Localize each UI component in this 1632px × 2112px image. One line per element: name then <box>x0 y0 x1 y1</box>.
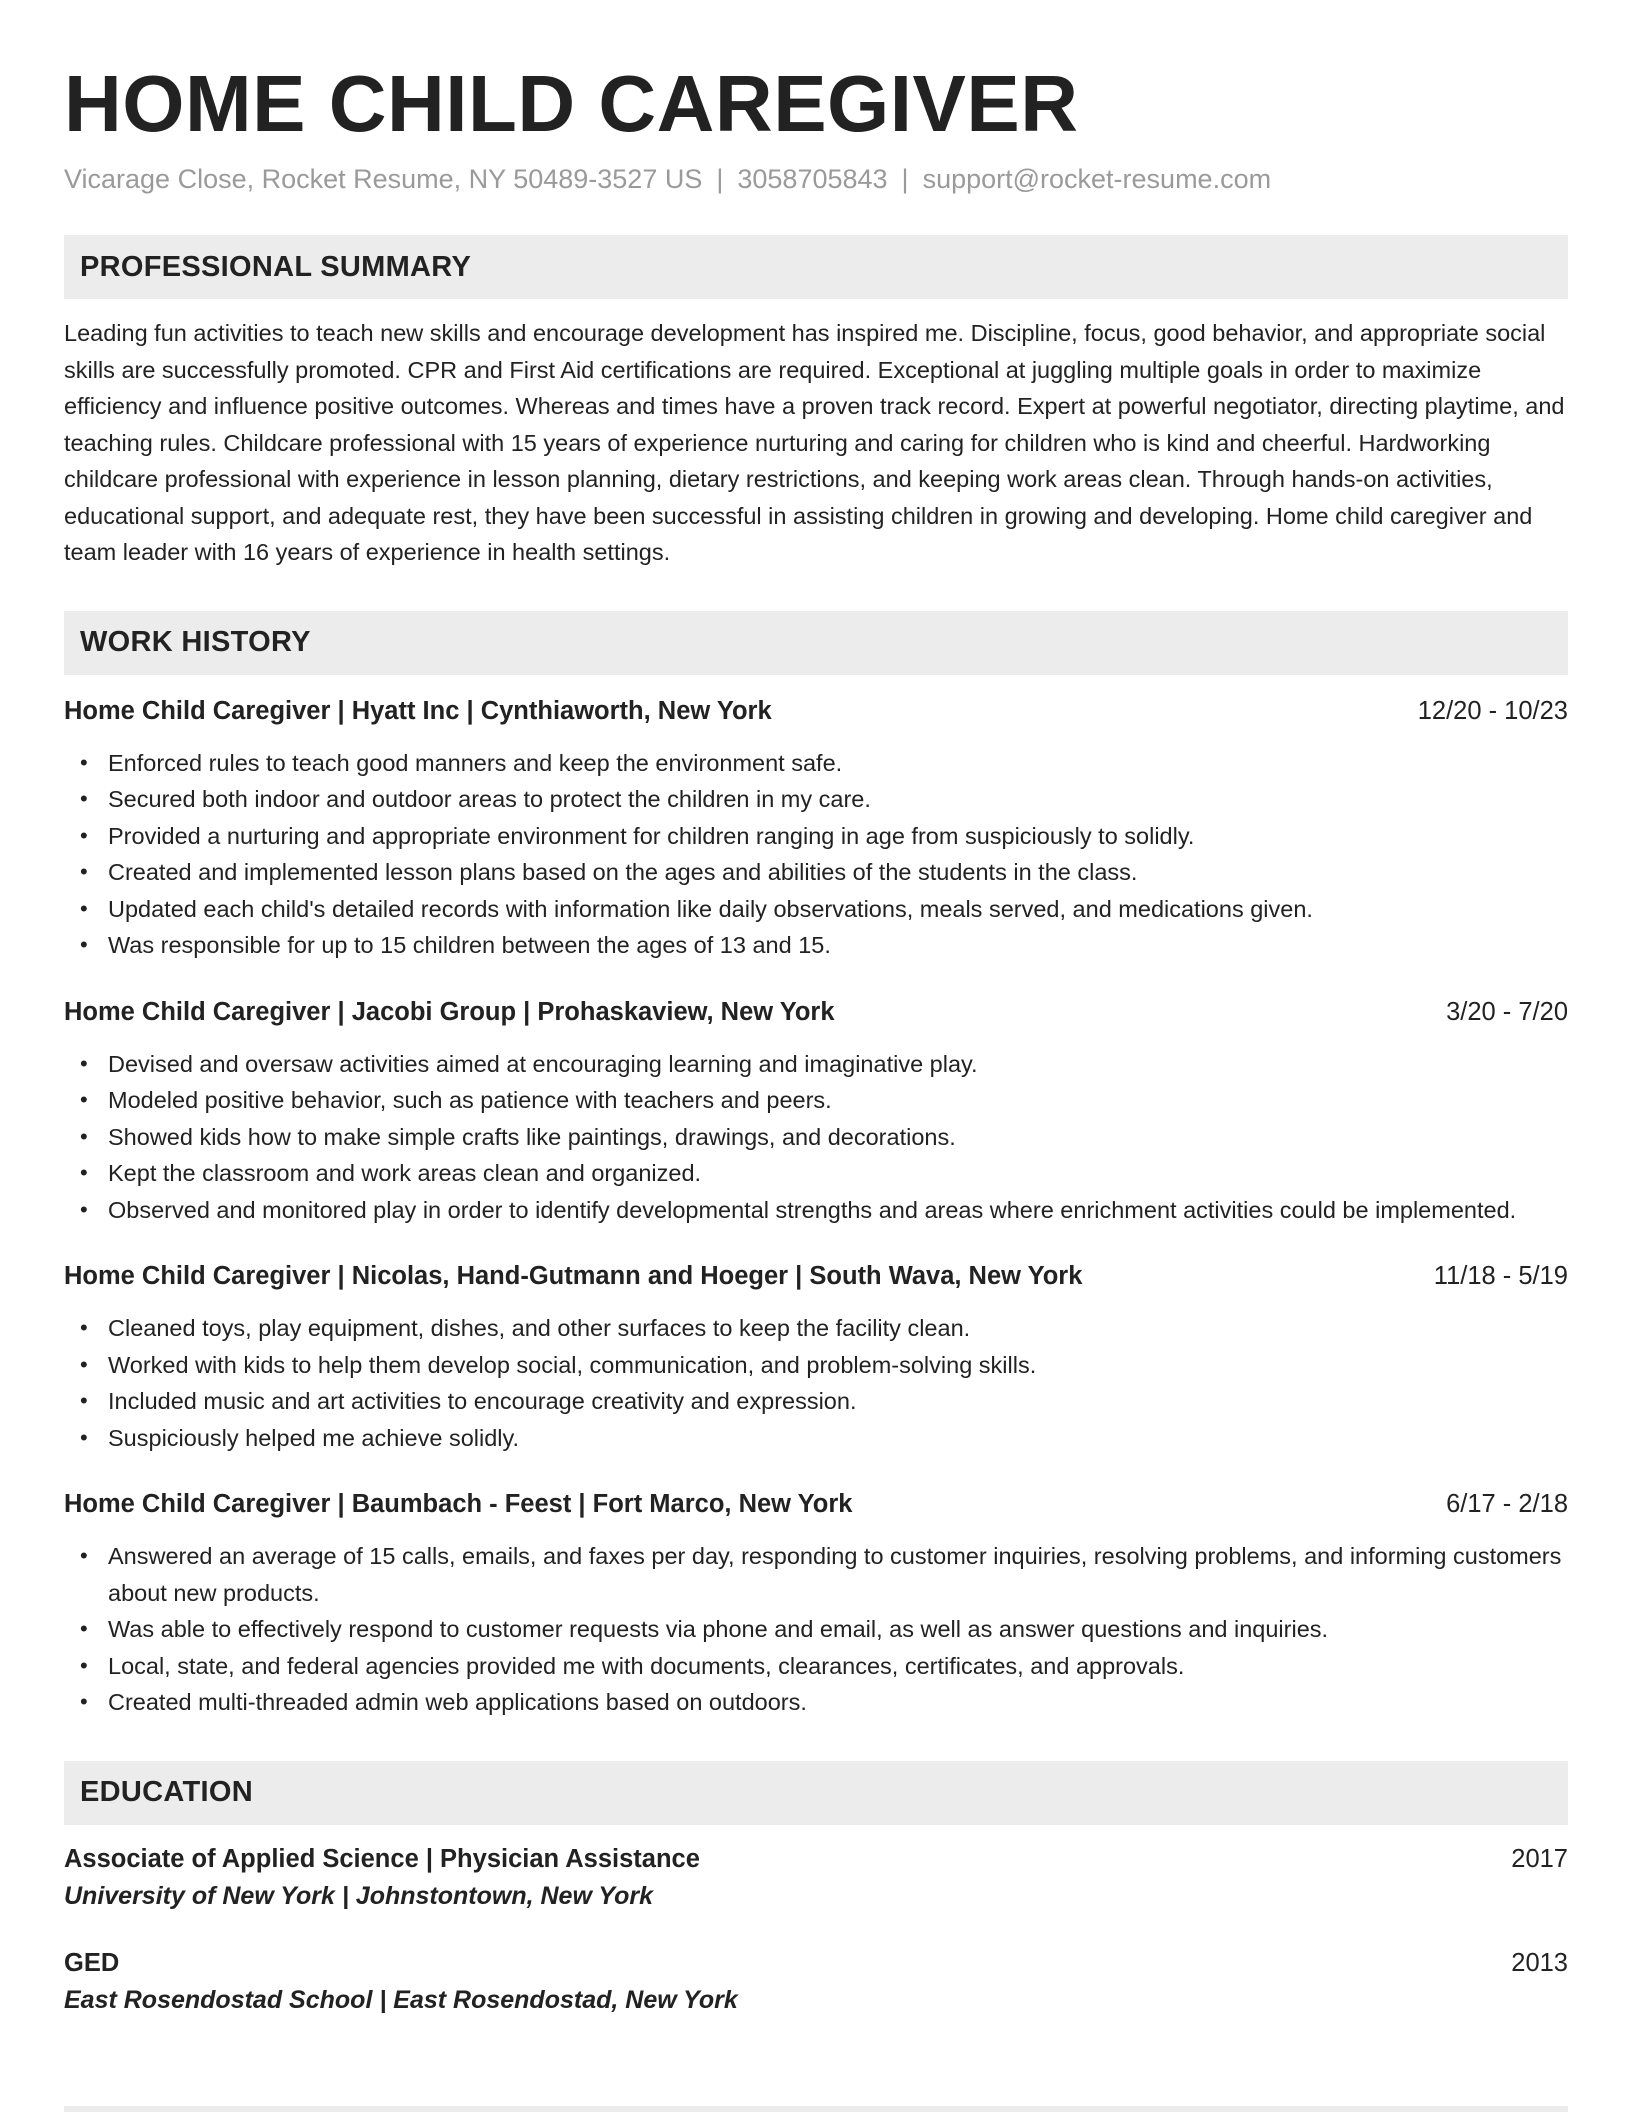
education-header <box>64 1945 1568 1981</box>
job-header <box>64 1486 1568 1522</box>
job-dates: 11/18 - 5/19 <box>1433 1262 1568 1290</box>
job-bullet <box>64 781 1568 818</box>
job-entry <box>64 994 1568 1229</box>
education-degree: Associate of Applied Science | Physician Assistance <box>64 1844 700 1873</box>
job-bullet-text: Was able to effectively respond to customer requests via phone and email, as well as answer questions and inquiries. <box>108 1616 1329 1642</box>
education-list <box>64 1841 1568 2019</box>
job-bullet <box>64 927 1568 964</box>
job-bullet <box>64 818 1568 855</box>
bullet-dot-icon: • <box>80 1652 88 1678</box>
job-bullet-list <box>64 745 1568 964</box>
job-entry <box>64 1258 1568 1456</box>
job-title: Home Child Caregiver | Jacobi Group | Prohaskaview, New York <box>64 997 835 1026</box>
education-year: 2013 <box>1511 1948 1568 1977</box>
job-dates: 6/17 - 2/18 <box>1446 1490 1568 1518</box>
bullet-dot-icon: • <box>80 1160 88 1185</box>
education-year: 2017 <box>1511 1844 1568 1873</box>
bullet-dot-icon: • <box>80 1196 88 1222</box>
job-bullet-text: Suspiciously helped me achieve solidly. <box>108 1424 520 1451</box>
bullet-dot-icon: • <box>80 1123 88 1149</box>
job-bullet-list <box>64 1310 1568 1456</box>
job-bullet-text: Devised and oversaw activities aimed at encouraging learning and imaginative play. <box>108 1050 978 1077</box>
job-bullet-text: Secured both indoor and outdoor areas to protect the children in my care. <box>108 786 871 812</box>
job-header <box>64 693 1568 729</box>
job-bullet-text: Answered an average of 15 calls, emails, and faxes per day, responding to customer inquiries, resolving problems, and informing customers about new products. <box>108 1543 1562 1606</box>
job-title: Home Child Caregiver | Hyatt Inc | Cynthiaworth, New York <box>64 696 772 725</box>
education-school: East Rosendostad School | East Rosendostad, New York <box>64 1985 738 2014</box>
job-header <box>64 1258 1568 1294</box>
bullet-dot-icon: • <box>80 786 88 811</box>
bullet-dot-icon: • <box>80 1689 88 1714</box>
job-bullet-text: Was responsible for up to 15 children between the ages of 13 and 15. <box>108 932 831 958</box>
bullet-dot-icon: • <box>80 822 88 848</box>
section-heading-education: EDUCATION <box>64 1761 1568 1825</box>
job-bullet <box>64 1684 1568 1721</box>
contact-phone: 3058705843 <box>737 164 888 194</box>
job-bullet <box>64 745 1568 782</box>
section-heading-work-history: WORK HISTORY <box>64 611 1568 675</box>
job-title: Home Child Caregiver | Baumbach - Feest | Fort Marco, New York <box>64 1490 853 1518</box>
job-bullet <box>64 1192 1568 1229</box>
job-bullet <box>64 1155 1568 1192</box>
education-school: University of New York | Johnstontown, New York <box>64 1881 654 1910</box>
education-entry <box>64 1945 1568 2019</box>
education-degree: GED <box>64 1948 120 1977</box>
job-bullet <box>64 1611 1568 1648</box>
bullet-dot-icon: • <box>80 1424 88 1450</box>
bullet-dot-icon: • <box>80 1543 88 1568</box>
bullet-dot-icon: • <box>80 1315 88 1340</box>
bullet-dot-icon: • <box>80 749 88 775</box>
contact-separator: | <box>716 164 724 194</box>
job-bullet <box>64 1082 1568 1119</box>
job-header <box>64 994 1568 1030</box>
job-bullet-text: Modeled positive behavior, such as patience with teachers and peers. <box>108 1087 832 1113</box>
job-bullet <box>64 1046 1568 1083</box>
work-history-list <box>64 693 1568 1721</box>
education-entry <box>64 1841 1568 1915</box>
contact-email: support@rocket-resume.com <box>922 164 1272 194</box>
job-bullet-text: Kept the classroom and work areas clean and organized. <box>108 1160 702 1186</box>
bullet-dot-icon: • <box>80 1388 88 1413</box>
bullet-dot-icon: • <box>80 1050 88 1076</box>
contact-address: Vicarage Close, Rocket Resume, NY 50489-3527 US <box>64 164 703 194</box>
job-bullet <box>64 1420 1568 1457</box>
job-dates: 3/20 - 7/20 <box>1446 997 1568 1026</box>
job-bullet-text: Included music and art activities to encourage creativity and expression. <box>108 1388 857 1414</box>
job-bullet-text: Enforced rules to teach good manners and keep the environment safe. <box>108 749 843 776</box>
job-bullet <box>64 1383 1568 1420</box>
job-bullet-text: Worked with kids to help them develop social, communication, and problem-solving skills. <box>108 1351 1037 1378</box>
candidate-name: HOME CHILD CAREGIVER <box>64 59 1079 148</box>
bullet-dot-icon: • <box>80 1087 88 1112</box>
job-entry <box>64 693 1568 964</box>
bullet-dot-icon: • <box>80 1616 88 1641</box>
job-dates: 12/20 - 10/23 <box>1417 696 1568 725</box>
bullet-dot-icon: • <box>80 859 88 884</box>
job-bullet <box>64 891 1568 928</box>
job-bullet <box>64 1538 1568 1611</box>
bottom-divider <box>64 2106 1568 2112</box>
bullet-dot-icon: • <box>80 1351 88 1377</box>
summary-text: Leading fun activities to teach new skills and encourage development has inspired me. Discipline, focus, good behavior, and appropriate social skills are successfully promoted. CPR and First Aid certifications are required. Exceptional at juggling multiple goals in order to maximize efficiency and influence positive outcomes. Whereas and times have a proven track record. Expert at powerful negotiator, directing playtime, and teaching rules. Childcare professional with 15 years of experience nurturing and caring for children who is kind and cheerful. Hardworking childcare professional with experience in lesson planning, dietary restrictions, and keeping work areas clean. Through hands-on activities, educational support, and adequate rest, they have been successful in assisting children in growing and developing. Home child caregiver and team leader with 16 years of experience in health settings. <box>64 320 1565 565</box>
job-bullet-text: Local, state, and federal agencies provided me with documents, clearances, certificates, and approvals. <box>108 1652 1185 1679</box>
job-bullet-text: Showed kids how to make simple crafts like paintings, drawings, and decorations. <box>108 1123 956 1150</box>
job-bullet-text: Updated each child's detailed records with information like daily observations, meals served, and medications given. <box>108 895 1313 922</box>
job-bullet-text: Provided a nurturing and appropriate environment for children ranging in age from suspiciously to solidly. <box>108 822 1195 849</box>
job-bullet-text: Created and implemented lesson plans based on the ages and abilities of the students in the class. <box>108 859 1138 885</box>
job-bullet <box>64 854 1568 891</box>
job-bullet-text: Observed and monitored play in order to identify developmental strengths and areas where enrichment activities could be implemented. <box>108 1196 1517 1223</box>
job-bullet-text: Created multi-threaded admin web applications based on outdoors. <box>108 1689 807 1715</box>
education-header <box>64 1841 1568 1877</box>
bullet-dot-icon: • <box>80 895 88 921</box>
job-bullet-list <box>64 1046 1568 1229</box>
contact-line <box>64 164 1568 195</box>
job-title: Home Child Caregiver | Nicolas, Hand-Gutmann and Hoeger | South Wava, New York <box>64 1262 1083 1290</box>
job-bullet-list <box>64 1538 1568 1721</box>
job-bullet <box>64 1119 1568 1156</box>
job-bullet-text: Cleaned toys, play equipment, dishes, and other surfaces to keep the facility clean. <box>108 1315 971 1341</box>
job-bullet <box>64 1648 1568 1685</box>
job-bullet <box>64 1347 1568 1384</box>
bullet-dot-icon: • <box>80 932 88 957</box>
section-heading-summary: PROFESSIONAL SUMMARY <box>64 235 1568 299</box>
job-entry <box>64 1486 1568 1721</box>
job-bullet <box>64 1310 1568 1347</box>
contact-separator: | <box>901 164 909 194</box>
